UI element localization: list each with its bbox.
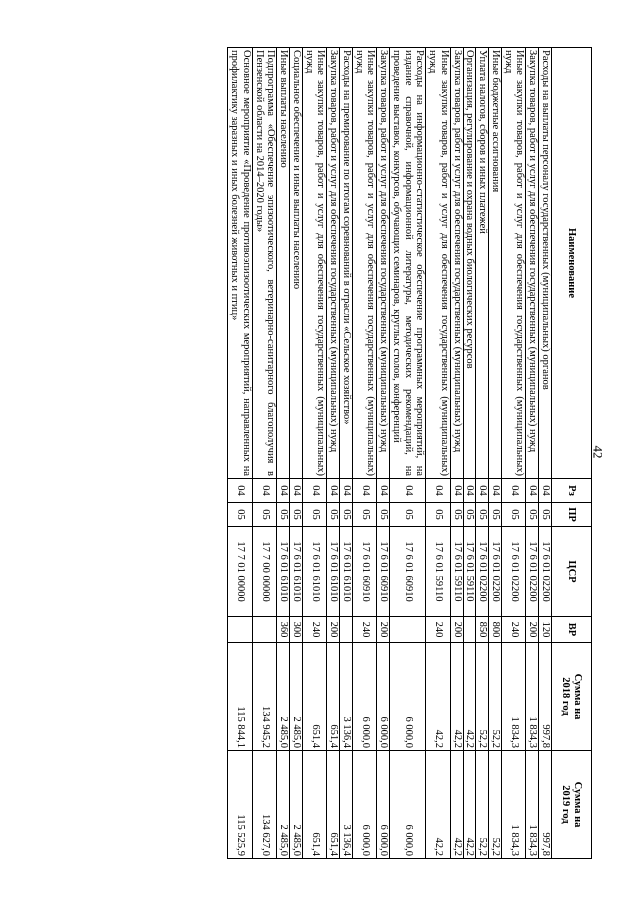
cell-name: Иные закупки товаров, работ и услуг для обеспечения государственных (муниципальных) нужд [426,48,451,479]
cell-rz: 04 [463,479,476,503]
cell-name: Иные бюджетные ассигнования [489,48,502,479]
cell-vr: 360 [277,617,290,643]
cell-vr: 240 [303,617,328,643]
cell-name: Иные закупки товаров, работ и услуг для обеспечения государственных (муниципальных) нужд [502,48,527,479]
header-sum-2018-line2: 2018 год [560,677,572,716]
table-row [539,48,552,859]
cell-name: Иные выплаты населению [277,48,290,479]
cell-name: Закупка товаров, работ и услуг для обеспечения государственных (муниципальных) нужд [327,48,340,479]
cell-vr [340,617,353,643]
table-row [377,48,390,859]
table-row [390,48,426,859]
cell-sum-2018: 115 844,1 [228,643,253,751]
cell-csr: 17 7 00 00000 [253,527,278,617]
cell-pr: 05 [426,503,451,527]
table-row [463,48,476,859]
cell-vr: 240 [426,617,451,643]
header-pr: ПР [552,503,592,527]
table-row [476,48,489,859]
cell-pr: 05 [277,503,290,527]
cell-rz: 04 [451,479,464,503]
cell-vr [390,617,426,643]
cell-sum-2019: 2 485,0 [277,751,290,859]
cell-pr: 05 [353,503,378,527]
cell-name: Иные закупки товаров, работ и услуг для обеспечения государственных (муниципальных) нужд [303,48,328,479]
cell-sum-2018: 52,2 [489,643,502,751]
cell-vr: 800 [489,617,502,643]
cell-sum-2018: 651,4 [327,643,340,751]
cell-csr: 17 6 01 61010 [277,527,290,617]
cell-csr: 17 6 01 60910 [353,527,378,617]
cell-rz: 04 [353,479,378,503]
cell-sum-2018: 997,8 [539,643,552,751]
cell-pr: 05 [303,503,328,527]
cell-pr: 05 [476,503,489,527]
table-row [253,48,278,859]
cell-rz: 04 [290,479,303,503]
cell-sum-2019: 134 627,0 [253,751,278,859]
table-body [228,48,552,859]
header-name: Наименование [552,48,592,479]
cell-csr: 17 6 01 61010 [303,527,328,617]
cell-sum-2019: 2 485,0 [290,751,303,859]
cell-pr: 05 [502,503,527,527]
cell-sum-2019: 1 834,3 [526,751,539,859]
cell-sum-2018: 651,4 [303,643,328,751]
header-sum-2018-line1: Сумма на [572,673,584,720]
cell-sum-2019: 3 136,4 [340,751,353,859]
cell-csr: 17 6 01 02200 [526,527,539,617]
cell-sum-2018: 42,2 [426,643,451,751]
cell-pr: 05 [489,503,502,527]
header-rz: Рз [552,479,592,503]
cell-sum-2019: 651,4 [303,751,328,859]
cell-csr: 17 6 01 59110 [451,527,464,617]
cell-name: Закупка товаров, работ и услуг для обеспечения государственных (муниципальных) нужд [377,48,390,479]
cell-csr: 17 6 01 02200 [539,527,552,617]
header-vr: ВР [552,617,592,643]
header-sum-2019-line1: Сумма на [572,781,584,828]
cell-sum-2019: 42,2 [463,751,476,859]
table-row [340,48,353,859]
cell-rz: 04 [253,479,278,503]
cell-pr: 05 [290,503,303,527]
rotated-table-container [92,47,592,858]
cell-name: Организация, регулирование и охрана водных биологических ресурсов [463,48,476,479]
cell-vr: 850 [476,617,489,643]
cell-csr: 17 6 01 59110 [426,527,451,617]
cell-rz: 04 [303,479,328,503]
cell-sum-2019: 42,2 [451,751,464,859]
cell-sum-2018: 2 485,0 [290,643,303,751]
cell-sum-2018: 6 000,0 [390,643,426,751]
cell-name: Расходы на выплаты персоналу государственных (муниципальных) органов [539,48,552,479]
table-row [228,48,253,859]
cell-sum-2019: 6 000,0 [353,751,378,859]
cell-rz: 04 [502,479,527,503]
cell-sum-2019: 42,2 [426,751,451,859]
cell-sum-2018: 52,2 [476,643,489,751]
cell-csr: 17 6 01 60910 [390,527,426,617]
cell-sum-2019: 115 525,9 [228,751,253,859]
cell-rz: 04 [390,479,426,503]
cell-csr: 17 7 01 00000 [228,527,253,617]
table-header-row [552,48,592,859]
cell-pr: 05 [340,503,353,527]
cell-rz: 04 [489,479,502,503]
budget-table [228,47,593,859]
cell-sum-2018: 6 000,0 [353,643,378,751]
page-number: 42 [590,445,606,459]
cell-csr: 17 6 01 59110 [463,527,476,617]
cell-sum-2018: 42,2 [451,643,464,751]
cell-rz: 04 [340,479,353,503]
cell-csr: 17 6 01 02200 [489,527,502,617]
cell-pr: 05 [526,503,539,527]
cell-csr: 17 6 01 61010 [290,527,303,617]
cell-pr: 05 [228,503,253,527]
cell-rz: 04 [228,479,253,503]
header-sum-2019-line2: 2019 год [560,785,572,824]
cell-vr: 120 [539,617,552,643]
cell-pr: 05 [253,503,278,527]
cell-vr: 200 [526,617,539,643]
cell-rz: 04 [377,479,390,503]
cell-sum-2018: 6 000,0 [377,643,390,751]
cell-name: Закупка товаров, работ и услуг для обеспечения государственных (муниципальных) нужд [451,48,464,479]
table-row [451,48,464,859]
cell-rz: 04 [526,479,539,503]
cell-pr: 05 [463,503,476,527]
cell-pr: 05 [327,503,340,527]
cell-sum-2018: 1 834,3 [502,643,527,751]
cell-csr: 17 6 01 02200 [476,527,489,617]
cell-sum-2018: 42,2 [463,643,476,751]
table-row [426,48,451,859]
header-csr: ЦСР [552,527,592,617]
cell-name: Основное мероприятие «Проведение противоэпизоотических мероприятий, направленных на профилактику заразных и иных болезней животных и птиц» [228,48,253,479]
table-row [489,48,502,859]
table-row [353,48,378,859]
cell-name: Иные закупки товаров, работ и услуг для обеспечения государственных (муниципальных) нужд [353,48,378,479]
cell-sum-2018: 134 945,2 [253,643,278,751]
table-row [327,48,340,859]
cell-name: Расходы на премирование по итогам соревнований в отрасли «Сельское хозяйство» [340,48,353,479]
cell-pr: 05 [390,503,426,527]
cell-csr: 17 6 01 02200 [502,527,527,617]
cell-vr: 200 [377,617,390,643]
cell-name: Подпрограмма «Обеспечение эпизоотического, ветеринарно-санитарного благополучия в Пензенской области на 2014–2020 годы» [253,48,278,479]
table-row [526,48,539,859]
header-sum-2019 [552,751,592,859]
cell-vr [463,617,476,643]
cell-sum-2018: 1 834,3 [526,643,539,751]
cell-vr: 200 [327,617,340,643]
cell-sum-2018: 3 136,4 [340,643,353,751]
cell-vr: 240 [353,617,378,643]
cell-rz: 04 [426,479,451,503]
cell-sum-2019: 997,8 [539,751,552,859]
table-row [290,48,303,859]
cell-name: Расходы на информационно-статистическое обеспечение программных мероприятий, на издание справочной, информационной литературы, методических рекомендаций, на проведение выставок, конкурсов, обучающих семинаров, круглых столов, конференций [390,48,426,479]
cell-sum-2019: 651,4 [327,751,340,859]
cell-rz: 04 [327,479,340,503]
cell-vr: 300 [290,617,303,643]
cell-vr [253,617,278,643]
cell-vr [228,617,253,643]
cell-csr: 17 6 01 60910 [377,527,390,617]
cell-rz: 04 [277,479,290,503]
table-row [277,48,290,859]
cell-vr: 200 [451,617,464,643]
cell-pr: 05 [451,503,464,527]
cell-sum-2019: 6 000,0 [377,751,390,859]
cell-pr: 05 [377,503,390,527]
header-sum-2018 [552,643,592,751]
cell-name: Закупка товаров, работ и услуг для обеспечения государственных (муниципальных) нужд [526,48,539,479]
table-row [502,48,527,859]
cell-vr: 240 [502,617,527,643]
cell-sum-2019: 1 834,3 [502,751,527,859]
cell-sum-2018: 2 485,0 [277,643,290,751]
cell-name: Социальное обеспечение и иные выплаты населению [290,48,303,479]
cell-sum-2019: 6 000,0 [390,751,426,859]
cell-rz: 04 [476,479,489,503]
cell-csr: 17 6 01 61010 [327,527,340,617]
cell-sum-2019: 52,2 [489,751,502,859]
cell-sum-2019: 52,2 [476,751,489,859]
cell-pr: 05 [539,503,552,527]
cell-name: Уплата налогов, сборов и иных платежей [476,48,489,479]
cell-csr: 17 6 01 61010 [340,527,353,617]
cell-rz: 04 [539,479,552,503]
table-row [303,48,328,859]
